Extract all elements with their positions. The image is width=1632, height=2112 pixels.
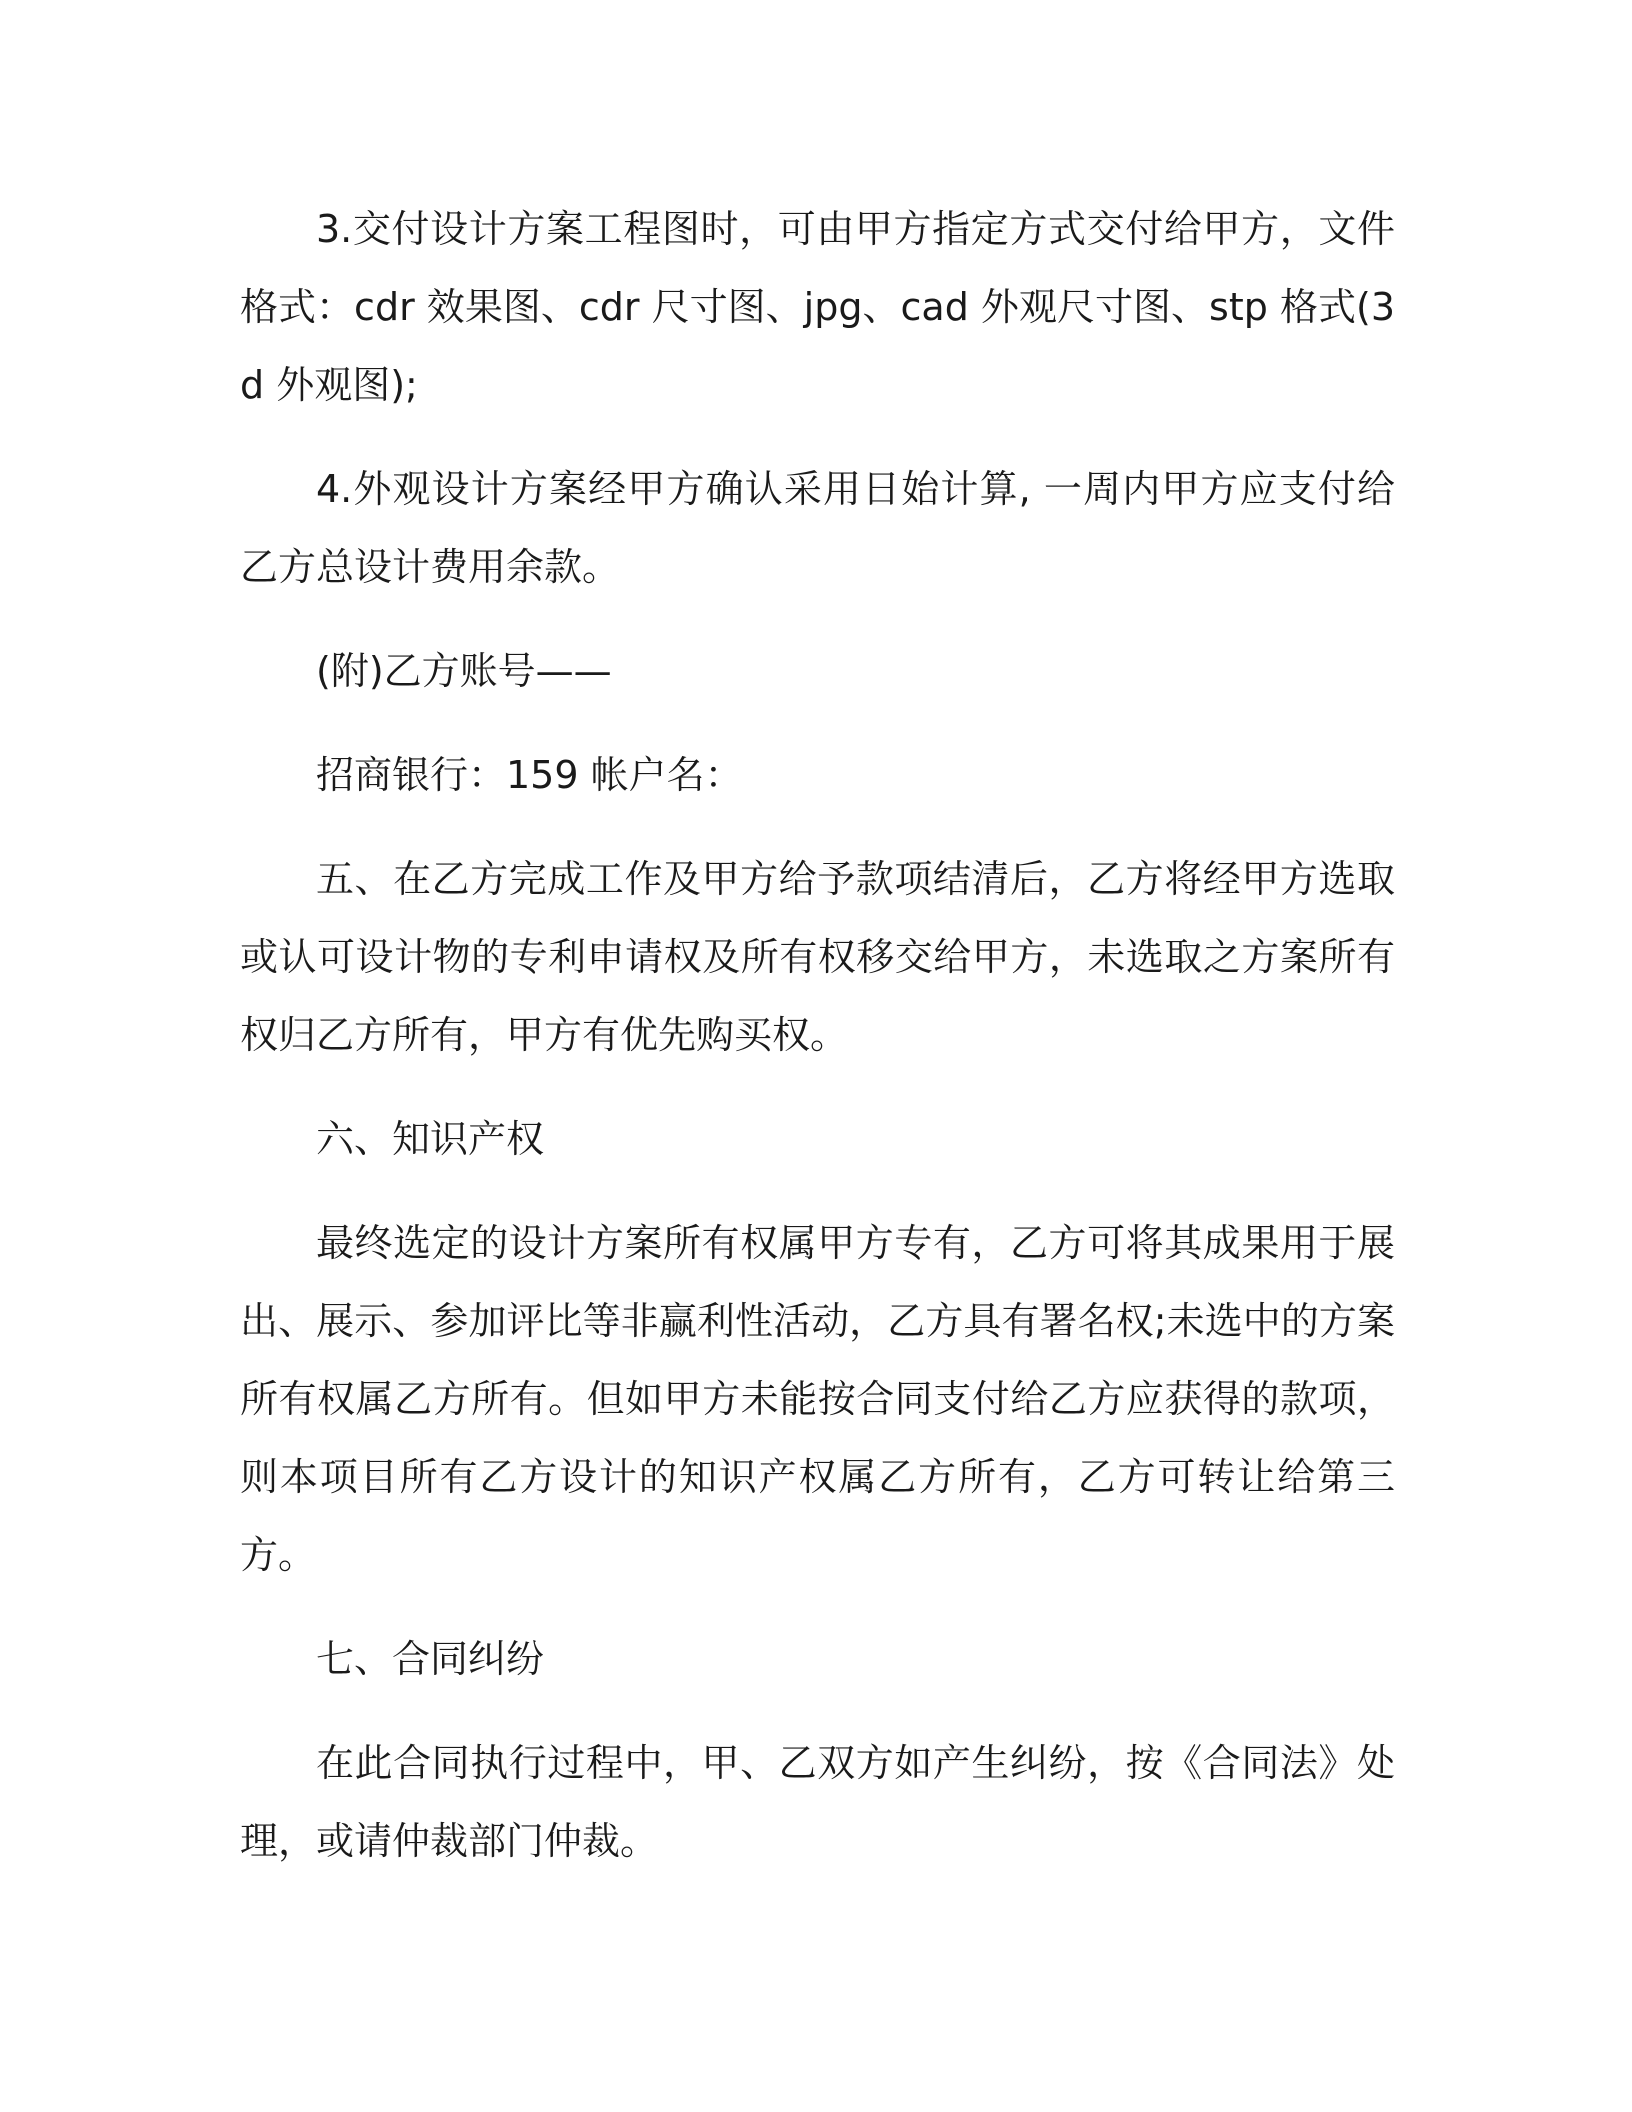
section-5-rights-transfer: 五、在乙方完成工作及甲方给予款项结清后，乙方将经甲方选取或认可设计物的专利申请权及所有权移交给甲方，未选取之方案所有权归乙方所有，甲方有优先购买权。 [240, 857, 1395, 1057]
clause-4-payment-balance: 4.外观设计方案经甲方确认采用日始计算, 一周内甲方应支付给乙方总设计费用余款。 [240, 467, 1395, 589]
section-6-body: 最终选定的设计方案所有权属甲方专有，乙方可将其成果用于展出、展示、参加评比等非赢利性活动，乙方具有署名权;未选中的方案所有权属乙方所有。但如甲方未能按合同支付给乙方应获得的款项，则本项目所有乙方设计的知识产权属乙方所有，乙方可转让给第三方。 [240, 1221, 1395, 1577]
clause-3-delivery-format: 3.交付设计方案工程图时，可由甲方指定方式交付给甲方，文件格式：cdr 效果图、cdr 尺寸图、jpg、cad 外观尺寸图、stp 格式(3d 外观图); [240, 207, 1395, 407]
bank-account-line: 招商银行：159 帐户名： [316, 753, 743, 797]
section-7-body: 在此合同执行过程中，甲、乙双方如产生纠纷，按《合同法》处理，或请仲裁部门仲裁。 [240, 1741, 1395, 1863]
document-body [240, 190, 1395, 1906]
section-7-heading: 七、合同纠纷 [316, 1637, 545, 1681]
section-6-heading: 六、知识产权 [316, 1117, 545, 1161]
attachment-account-label: (附)乙方账号—— [316, 649, 612, 693]
